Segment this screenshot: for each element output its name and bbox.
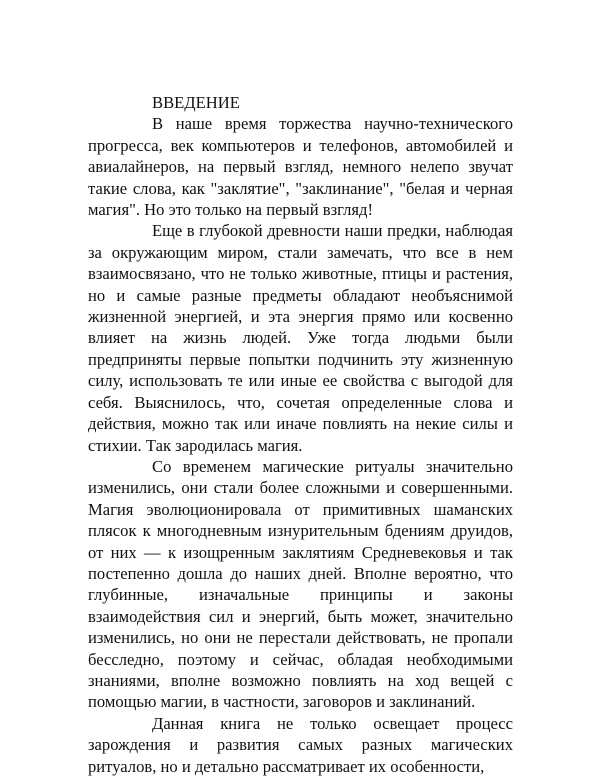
document-body bbox=[88, 92, 513, 777]
paragraph-2: Еще в глубокой древности наши предки, наблюдая за окружающим миром, стали замечать, что все в нем взаимосвязано, что не только животные, птицы и растения, но и самые разные предметы обладают необъяснимой жизненной энергией, и эта энергия прямо или косвенно влияет на жизнь людей. Уже тогда людьми были предприняты первые попытки подчинить эту жизненную силу, использовать те или иные ее свойства с выгодой для себя. Выяснилось, что, сочетая определенные слова и действия, можно так или иначе повлиять на некие силы и стихии. Так зародилась магия. bbox=[88, 221, 513, 455]
page-heading: ВВЕДЕНИЕ bbox=[152, 93, 240, 112]
paragraph-1: В наше время торжества научно-технического прогресса, век компьютеров и телефонов, автомобилей и авиалайнеров, на первый взгляд, немного нелепо звучат такие слова, как "заклятие", "заклинание", "белая и черная магия". Но это только на первый взгляд! bbox=[88, 114, 513, 220]
paragraph-3: Со временем магические ритуалы значительно изменились, они стали более сложными и совершенными. Магия эволюционировала от примитивных шаманских плясок к многодневным изнурительным бдениям друидов, от них — к изощренным заклятиям Средневековья и так постепенно дошла до наших дней. Вполне вероятно, что глубинные, изначальные принципы и законы взаимодействия сил и энергий, быть может, значительно изменились, но они не перестали действовать, не пропали бесследно, поэтому и сейчас, обладая необходимыми знаниями, вполне возможно повлиять на ход вещей с помощью магии, в частности, заговоров и заклинаний. bbox=[88, 456, 513, 712]
paragraph-4: Данная книга не только освещает процесс зарождения и развития самых разных магических ритуалов, но и детально рассматривает их особенности, bbox=[88, 713, 513, 776]
